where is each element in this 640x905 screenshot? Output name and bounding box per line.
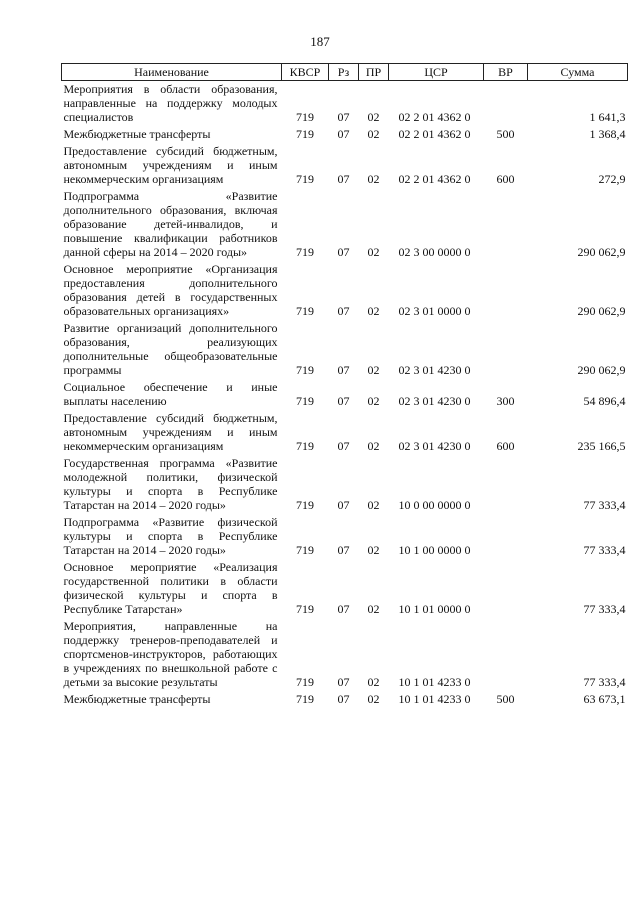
table-row [62, 379, 628, 410]
row-vr [484, 559, 528, 618]
row-csr: 02 2 01 4362 0 [398, 172, 471, 186]
row-vr [484, 320, 528, 379]
row-rz: 07 [337, 498, 350, 512]
row-name: Государственная программа «Развитие молодежной политики, физической культуры и спорта в Республике Татарстан на 2014 – 2020 годы» [63, 456, 278, 512]
row-kvsr: 719 [296, 127, 314, 141]
row-rz: 07 [337, 675, 350, 689]
row-csr: 02 3 00 0000 0 [398, 245, 471, 259]
row-kvsr: 719 [296, 363, 314, 377]
row-name: Предоставление субсидий бюджетным, автономным учреждениям и иным некоммерческим организациям [63, 411, 278, 453]
row-vr: 600 [496, 172, 515, 186]
table-row [62, 618, 628, 691]
table-row [62, 81, 628, 127]
row-kvsr: 719 [296, 675, 314, 689]
table-row [62, 188, 628, 261]
row-rz: 07 [337, 127, 350, 141]
table-body [62, 81, 628, 709]
row-sum: 272,9 [598, 172, 626, 186]
row-csr: 02 3 01 0000 0 [398, 304, 471, 318]
row-name: Межбюджетные трансферты [63, 692, 211, 706]
row-name: Социальное обеспечение и иные выплаты населению [63, 380, 278, 408]
table-row [62, 514, 628, 559]
row-csr: 10 1 01 4233 0 [398, 675, 471, 689]
row-csr: 10 1 01 0000 0 [398, 602, 471, 616]
row-kvsr: 719 [296, 304, 314, 318]
table-row [62, 261, 628, 320]
row-kvsr: 719 [296, 543, 314, 557]
row-name: Подпрограмма «Развитие дополнительного образования, включая образование детей-инвалидов, и повышение квалификации работников данной сферы на 2014 – 2020 годы» [63, 189, 278, 259]
row-vr [484, 514, 528, 559]
table-row [62, 455, 628, 514]
row-csr: 02 2 01 4362 0 [398, 127, 471, 141]
row-name: Развитие организаций дополнительного образования, реализующих дополнительные общеобразовательные программы [63, 321, 278, 377]
row-pr: 02 [367, 363, 380, 377]
row-pr: 02 [367, 172, 380, 186]
row-sum: 77 333,4 [583, 543, 626, 557]
row-sum: 290 062,9 [577, 245, 626, 259]
row-vr: 500 [496, 127, 515, 141]
row-csr: 02 3 01 4230 0 [398, 439, 471, 453]
row-vr [484, 261, 528, 320]
row-pr: 02 [367, 692, 380, 706]
row-pr: 02 [367, 602, 380, 616]
row-kvsr: 719 [296, 602, 314, 616]
row-kvsr: 719 [296, 439, 314, 453]
row-name: Мероприятия в области образования, направленные на поддержку молодых специалистов [63, 82, 278, 124]
row-rz: 07 [337, 439, 350, 453]
row-rz: 07 [337, 245, 350, 259]
table-header-row [62, 64, 628, 81]
row-vr: 300 [496, 394, 515, 408]
row-rz: 07 [337, 543, 350, 557]
header-csr: ЦСР [389, 64, 484, 81]
row-sum: 290 062,9 [577, 304, 626, 318]
table-row [62, 126, 628, 143]
row-name: Межбюджетные трансферты [63, 127, 211, 141]
table-row [62, 691, 628, 708]
row-vr [484, 455, 528, 514]
header-rz: Рз [329, 64, 359, 81]
row-rz: 07 [337, 602, 350, 616]
row-csr: 10 1 01 4233 0 [398, 692, 471, 706]
row-pr: 02 [367, 110, 380, 124]
row-csr: 02 2 01 4362 0 [398, 110, 471, 124]
row-vr [484, 81, 528, 127]
row-vr: 600 [496, 439, 515, 453]
row-sum: 54 896,4 [583, 394, 626, 408]
row-kvsr: 719 [296, 245, 314, 259]
row-pr: 02 [367, 127, 380, 141]
row-name: Предоставление субсидий бюджетным, автономным учреждениям и иным некоммерческим организациям [63, 144, 278, 186]
row-sum: 235 166,5 [577, 439, 626, 453]
table-row [62, 410, 628, 455]
row-name: Основное мероприятие «Реализация государственной политики в области физической культуры и спорта в Республике Татарстан» [63, 560, 278, 616]
table-row [62, 559, 628, 618]
row-pr: 02 [367, 543, 380, 557]
row-kvsr: 719 [296, 110, 314, 124]
row-sum: 1 368,4 [589, 127, 626, 141]
row-pr: 02 [367, 304, 380, 318]
row-pr: 02 [367, 675, 380, 689]
row-vr [484, 188, 528, 261]
row-name: Основное мероприятие «Организация предоставления дополнительного образования детей в государственных образовательных организациях» [63, 262, 278, 318]
row-pr: 02 [367, 498, 380, 512]
row-kvsr: 719 [296, 498, 314, 512]
row-vr: 500 [496, 692, 515, 706]
table-row [62, 143, 628, 188]
header-kvsr: КВСР [282, 64, 329, 81]
row-pr: 02 [367, 439, 380, 453]
page-number: 187 [310, 34, 330, 49]
row-kvsr: 719 [296, 172, 314, 186]
row-rz: 07 [337, 110, 350, 124]
row-csr: 02 3 01 4230 0 [398, 363, 471, 377]
row-rz: 07 [337, 304, 350, 318]
row-sum: 1 641,3 [589, 110, 626, 124]
row-kvsr: 719 [296, 692, 314, 706]
row-sum: 63 673,1 [583, 692, 626, 706]
row-sum: 290 062,9 [577, 363, 626, 377]
header-name: Наименование [62, 64, 282, 81]
row-sum: 77 333,4 [583, 602, 626, 616]
row-name: Подпрограмма «Развитие физической культуры и спорта в Республике Татарстан на 2014 – 2020 годы» [63, 515, 278, 557]
row-sum: 77 333,4 [583, 498, 626, 512]
row-csr: 10 1 00 0000 0 [398, 543, 471, 557]
row-rz: 07 [337, 692, 350, 706]
row-kvsr: 719 [296, 394, 314, 408]
row-pr: 02 [367, 394, 380, 408]
budget-table [61, 63, 628, 708]
row-csr: 10 0 00 0000 0 [398, 498, 471, 512]
row-rz: 07 [337, 172, 350, 186]
row-vr [484, 618, 528, 691]
row-sum: 77 333,4 [583, 675, 626, 689]
header-sum: Сумма [528, 64, 628, 81]
row-csr: 02 3 01 4230 0 [398, 394, 471, 408]
table-row [62, 320, 628, 379]
header-pr: ПР [359, 64, 389, 81]
row-rz: 07 [337, 394, 350, 408]
row-rz: 07 [337, 363, 350, 377]
row-pr: 02 [367, 245, 380, 259]
header-vr: ВР [484, 64, 528, 81]
row-name: Мероприятия, направленные на поддержку тренеров-преподавателей и спортсменов-инструкторов, работающих в учреждениях по внешкольной работе с детьми за высокие результаты [63, 619, 278, 689]
